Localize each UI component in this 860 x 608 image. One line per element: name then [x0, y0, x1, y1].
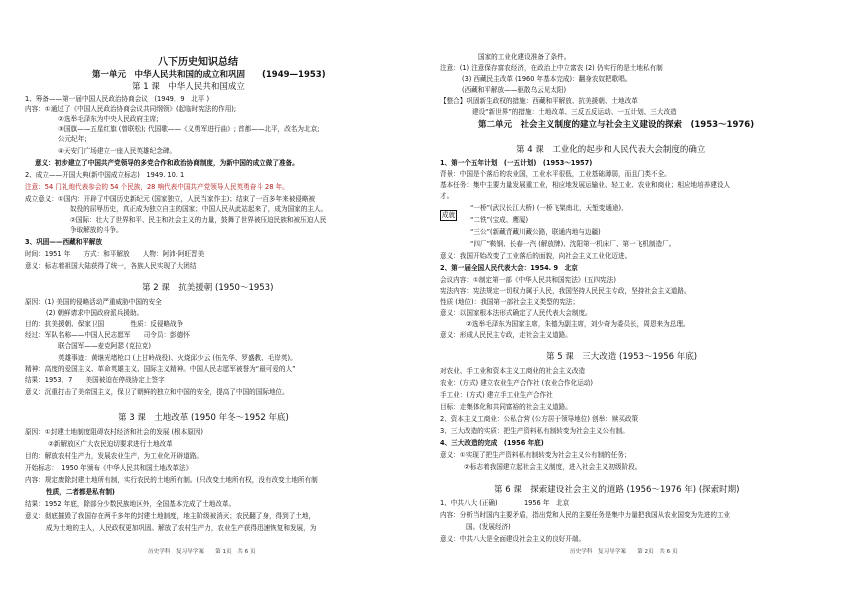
r6-line: 内容：分析当时国内主要矛盾，指出党和人民的主要任务是集中力量把我国从农业国变为先进的工业: [440, 511, 731, 519]
r5-line: 目标：走集体化和共同富裕的社会主义道路。: [440, 403, 572, 411]
l1-line: 内容：①通过了《中国人民政治协商会议共同纲领》(起临时宪法的作用);: [25, 105, 237, 113]
unit-2-heading: 第二单元 社会主义制度的建立与社会主义建设的探索 (1953～1976): [478, 120, 755, 130]
r6-line: 1、中共八大 (正确) 1956 年 北京: [440, 499, 570, 507]
achievement-label: 成就: [440, 210, 457, 221]
r-line: (西藏和平解放——驱散乌云见太阳): [462, 86, 567, 94]
lesson-3-heading: 第 3 课 土地改革 (1950 年冬～1952 年底): [118, 413, 289, 423]
r6-line: 国。(发展经济): [466, 523, 511, 531]
r4-line: “二铁”(宝成、鹰厦): [470, 216, 529, 224]
r4-line: 性质 (地位)：我国第一部社会主义类型的宪法；: [440, 298, 580, 306]
r4-line: 基本任务：集中主要力量发展重工业，相应地发展运输业、轻工业、农业和商业；相应地培养建设人: [440, 181, 731, 189]
r-line: 【整合】巩固新生政权的措施：西藏和平解放、抗美援朝、土地改革: [440, 97, 638, 105]
r4-line: “四厂”鞍钢、长春一汽 (解放牌)、沈阳第一机床厂、第一飞机制造厂。: [470, 240, 676, 248]
r4-line: 背景：中国是个落后的农业国，工业水平很低，工业基础薄弱，而且门类不全。: [440, 170, 671, 178]
r6-line: 意义：中共八大是全面建设社会主义的良好开端。: [440, 535, 586, 543]
l3-line: 成为土地的主人，人民政权更加巩固。解放了农村生产力，农业生产获得迅速恢复和发展，为: [46, 524, 317, 532]
r-line: 国家的工业化建设准备了条件。: [478, 53, 571, 61]
l2-line: 精神：高度的爱国主义、革命英雄主义、国际主义精神。中国人民志愿军被誉为“最可爱的人”: [25, 365, 296, 373]
r4-line: 宪法内容：宪法规定一切权力属于人民，我国坚持人民民主专政，坚持社会主义道路。: [440, 287, 691, 295]
r4-line: “一桥”(武汉长江大桥) (一桥飞架南北，天堑变通途)、: [470, 204, 628, 212]
lesson-4-heading: 第 4 课 工业化的起步和人民代表大会制度的确立: [516, 145, 706, 155]
lesson-1-heading: 第 1 课 中华人民共和国成立: [132, 82, 245, 92]
l2-line: 结果：1953．7 美国被迫在停战协定上签字: [25, 376, 165, 384]
r5-line: 农业：(方式) 建立农业生产合作社 (农业合作化运动): [440, 379, 593, 387]
l1-line: ②选举毛泽东为中央人民政府主席;: [58, 115, 159, 123]
lesson-5-heading: 第 5 课 三大改造 (1953～1956 年底): [546, 352, 698, 362]
page-right: [430, 0, 860, 608]
r4-line: 会议内容：①制定第一部《中华人民共和国宪法》(五四宪法): [440, 276, 616, 284]
l1-line: 公元纪年;: [58, 135, 87, 143]
r4-line: 1、第一个五年计划 (一五计划) (1953～1957): [440, 159, 593, 167]
l1-line: 奴役的屈辱历史，真正成为独立自主的国家；中国人民从此站起来了，成为国家的主人。: [70, 205, 328, 213]
r-line: 建设“新世界”的措施：土地改革、三反五反运动、一五计划、三大改造: [472, 108, 677, 116]
l2-line: 意义：沉重打击了美帝国主义，保卫了朝鲜的独立和中国的安全，提高了中国的国际地位。: [25, 388, 289, 396]
l1-line: 争取解放的斗争。: [70, 226, 123, 234]
r-line: (3) 西藏民主改革 (1960 年基本完成)：翻身农奴把歌唱。: [462, 75, 632, 83]
r5-line: 3、三大改造的实质：把生产资料私有制转变为社会主义公有制。: [440, 427, 629, 435]
lesson-6-heading: 第 6 课 探索建设社会主义的道路 (1956～1976 年) (探索时期): [494, 485, 740, 495]
l1-line: ②国际：壮大了世界和平、民主和社会主义的力量，鼓舞了世界被压迫民族和被压迫人民: [70, 216, 327, 224]
r5-line: 2、资本主义工商业：公私合营 (公方居于领导地位) 创举：赎买政策: [440, 415, 639, 423]
r4-line: 意义：以国家根本法形式确定了人民代表大会制度。: [440, 309, 592, 317]
l1-line: 1、筹备——第一届中国人民政治协商会议 (1949．9 北平 ): [25, 95, 210, 103]
l3-line: 性质，二者都是私有制): [46, 488, 115, 496]
doc-title: 八下历史知识总结: [158, 57, 238, 68]
r5-line: 手工业：(方式) 建立手工业生产合作社: [440, 391, 553, 399]
l1-line: ④天安门广场建立一座人民英雄纪念碑。: [58, 147, 177, 155]
l1-line: 意义：初步建立了中国共产党领导的多党合作和政治协商制度，为新中国的成立做了准备。: [35, 159, 299, 167]
r4-line: 才。: [440, 192, 454, 200]
r4-line: “三公”(新藏青藏川藏公路，联通内地与边疆): [470, 228, 601, 236]
l2-line: 目的：抗美援朝、保家卫国 性质：反侵略战争: [25, 320, 184, 328]
l1-line: 时间：1951 年 方式：和平解放 人物：阿沛·阿旺晋美: [25, 250, 205, 258]
r4-line: ②选举毛泽东为国家主席，朱德为副主席，刘少奇为委员长，周恩来为总理。: [466, 320, 690, 328]
l1-line: 注意：54 门礼炮代表参会的 54 个民族，28 响代表中国共产党领导人民英勇奋斗 28 年。: [25, 183, 289, 191]
l2-line: 联合国军——麦克阿瑟 (克拉克): [58, 342, 151, 350]
l3-line: 内容：规定废除封建土地所有制，实行农民的土地所有制。(只改变土地所有权，没有改变土地所有制: [25, 476, 318, 484]
unit-1-heading: 第一单元 中华人民共和国的成立和巩固 (1949—1953): [92, 70, 326, 80]
l1-line: 意义：标志着祖国大陆获得了统一，各族人民实现了大团结: [25, 262, 197, 270]
l1-line: ③国旗——五星红旗 (曾联松); 代国歌——《义勇军进行曲》; 首都——北平，改名为北京;: [58, 125, 320, 133]
page-footer: 历史学科 复习导学案 第 2页 共 6 页: [570, 549, 678, 555]
l3-line: 开始标志： 1950 年颁布《中华人民共和国土地改革法》: [25, 464, 193, 472]
r5-line: 意义：①实现了把生产资料私有制转变为社会主义公有制的任务；: [440, 451, 631, 459]
l2-line: (2) 朝鲜请求中国政府派兵援助。: [46, 309, 144, 317]
l3-line: 原因：①封建土地制度阻碍农村经济和社会的发展 (根本原因): [25, 428, 203, 436]
r5-line: 4、三大改造的完成 (1956 年底): [440, 439, 544, 447]
r5-line: ②标志着我国建立起社会主义制度，进入社会主义初级阶段。: [464, 463, 642, 471]
l2-line: 英雄事迹：黄继光堵枪口 (上甘岭战役)、火烧邱少云 (伍先华、罗盛教、毛岸英)。: [58, 354, 297, 362]
l3-line: ②新解放区广大农民迫切要求进行土地改革: [48, 440, 173, 448]
l1-line: 2、成立——开国大典(新中国成立标志) 1949. 10. 1: [25, 171, 185, 179]
l2-line: 原因：(1) 美国的侵略活动严重威胁中国的安全: [25, 298, 162, 306]
r4-line: 2、第一届全国人民代表大会：1954. 9 北京: [440, 264, 578, 272]
r4-line: 意义：形成人民民主专政，走社会主义道路。: [440, 331, 572, 339]
l3-line: 结果：1952 年底，除部分少数民族地区外，全国基本完成了土地改革。: [25, 500, 236, 508]
lesson-2-heading: 第 2 课 抗美援朝 (1950～1953): [142, 283, 274, 293]
l3-line: 目的：解放农村生产力，发展农业生产，为工业化开辟道路。: [25, 452, 204, 460]
r4-line: 意义：我国开始改变了工业落后的面貌，向社会主义工业化迈进。: [440, 252, 632, 260]
r-line: 注意：(1) 注意保存富农经济，在政治上中立富农 (2) 仍实行的是土地私有制: [440, 64, 663, 72]
l1-line: 成立意义：①国内：开辟了中国历史新纪元 (国家独立，人民当家作主)；结束了一百多年来被侵略被: [25, 195, 316, 203]
l3-line: 意义：彻底摧毁了我国存在两千多年的封建土地制度，地主阶级被消灭；农民翻了身，得到了土地，: [25, 512, 316, 520]
l1-line: 3、巩固——西藏和平解放: [25, 238, 103, 246]
page-footer: 历史学科 复习导学案 第 1页 共 6 页: [148, 549, 256, 555]
l2-line: 经过：军队名称——中国人民志愿军 司令员：彭德怀: [25, 331, 190, 339]
r5-line: 对农业、手工业和资本主义工商业的社会主义改造: [440, 367, 586, 375]
